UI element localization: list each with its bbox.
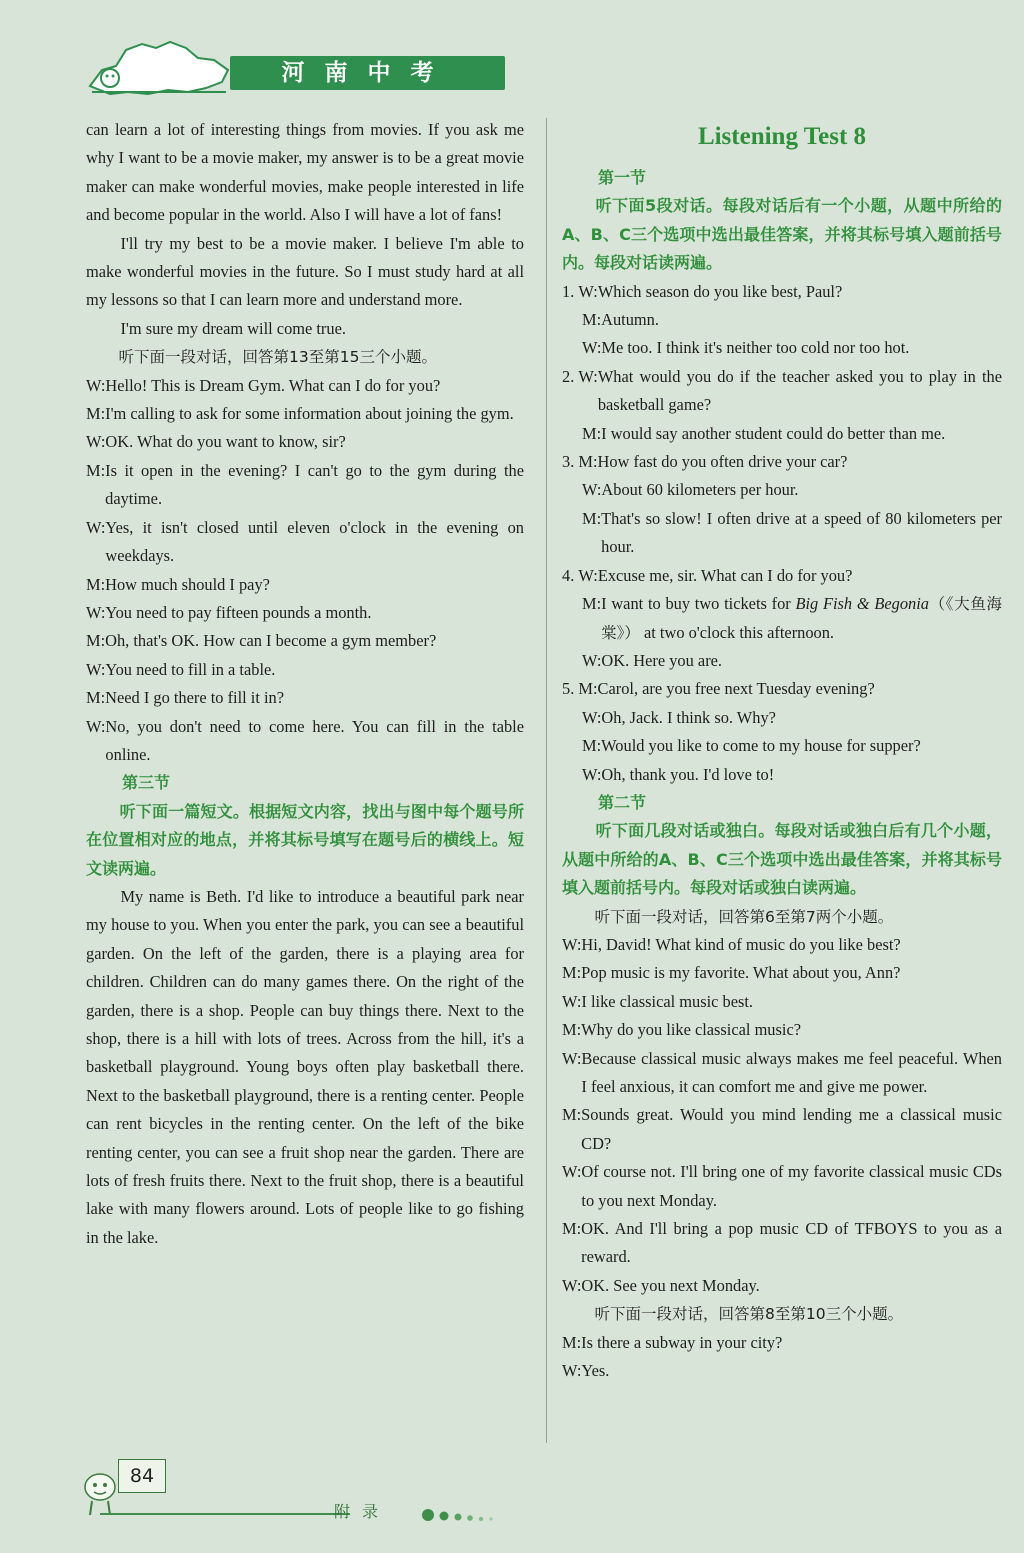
question-intro-6-7: 听下面一段对话，回答第6至第7两个小题。 [594,907,894,926]
section-1-instructions: 听下面5段对话。每段对话后有一个小题，从题中所给的A、B、C三个选项中选出最佳答案，并将其标号填入题前括号内。每段对话读两遍。 [562,196,1002,273]
question-5 [562,675,1002,789]
dialogue-line: M: That's so slow! I often drive at a speed of 80 kilometers per hour. [582,508,1002,557]
movie-title: Big Fish & Begonia [795,594,929,614]
column-divider [546,118,547,1443]
dialogue-line: M: Pop music is my favorite. What about you, Ann? [562,963,901,983]
dots-decoration-icon [420,1505,510,1525]
dialogue-line: W: You need to pay fifteen pounds a month. [86,602,372,622]
dialogue-line: W: You need to fill in a table. [86,659,276,679]
dialogue-line: 2. W: What would you do if the teacher asked you to play in the basketball game? [562,366,1002,415]
dialogue-line: W: I like classical music best. [562,991,754,1011]
section-2-instructions: 听下面几段对话或独白。每段对话或独白后有几个小题，从题中所给的A、B、C三个选项中选出最佳答案，并将其标号填入题前括号内。每段对话或独白读两遍。 [562,821,1002,898]
dialogue-line: M: Why do you like classical music? [562,1020,801,1040]
dialogue-line: 4. W: Excuse me, sir. What can I do for you? [562,565,853,585]
dialogue-line: W: OK. See you next Monday. [562,1275,760,1295]
question-intro-8-10: 听下面一段对话，回答第8至第10三个小题。 [594,1305,904,1324]
dialogue-line: W: Me too. I think it's neither too cold nor too hot. [582,338,910,358]
passage-text: My name is Beth. I'd like to introduce a beautiful park near my house to you. When you enter the park, you can see a beautiful garden. On the left of the garden, there is a playing area for children. Children can do many games there. On the right of the garden, there is a shop. People can buy things there. Next to the shop, there is a hill with lots of trees. Across from the hill, it's a basketball playground. Young boys often play basketball there. Next to the basketball playground, there is a renting center. People can rent bicycles in the renting center. On the left of the bike renting center, you can see a fruit shop near the garden. There are lots of fresh fruits there. Next to the fruit shop, there is a beautiful lake with many flowers around. Lots of people like to go fishing in the lake. [86,886,524,1247]
question-4 [562,562,1002,676]
section-3-title: 第三节 [122,773,171,793]
dialogue-line: W: Hello! This is Dream Gym. What can I do for you? [86,375,441,395]
dialogue-line: M: I'm calling to ask for some information about joining the gym. [86,404,514,424]
dialogue-line: M: Would you like to come to my house for supper? [582,736,921,756]
question-intro-13-15: 听下面一段对话，回答第13至第15三个小题。 [118,348,437,367]
dialogue-line: M: I want to buy two tickets for Big Fish & Begonia（《大鱼海棠》） at two o'clock this afternoon. [582,594,1002,642]
section-3-instructions: 听下面一篇短文。根据短文内容，找出与图中每个题号所在位置相对应的地点，并将其标号填写在题号后的横线上。短文读两遍。 [86,801,524,878]
dialogue-line: M: I would say another student could do better than me. [582,423,946,443]
page-number: 84 [118,1459,166,1493]
dialogue-8-10 [562,1329,1002,1386]
essay-paragraph-2: I'll try my best to be a movie maker. I believe I'm able to make wonderful movies in the future. So I must study hard at all my lessons so that I can learn more and understand more. [86,233,524,310]
dialogue-line: W: OK. Here you are. [582,650,723,670]
dialogue-line: W: OK. What do you want to know, sir? [86,432,346,452]
dialogue-6-7 [562,931,1002,1300]
dialogue-line: M: Oh, that's OK. How can I become a gym member? [86,631,437,651]
essay-paragraph-3: I'm sure my dream will come true. [120,318,346,338]
section-1-title: 第一节 [598,168,647,187]
appendix-label: 附录 [333,1502,390,1521]
question-3 [562,448,1002,562]
dialogue-13-15 [86,372,524,770]
dialogue-line: M: Is there a subway in your city? [562,1332,783,1352]
dialogue-line: W: About 60 kilometers per hour. [582,480,799,500]
dialogue-line: 5. M: Carol, are you free next Tuesday evening? [562,679,875,699]
footer [80,1455,520,1535]
header-title: 河南中考 [230,56,505,90]
left-column [86,116,524,1252]
section-2-title: 第二节 [598,792,647,812]
dialogue-line: W: Of course not. I'll bring one of my favorite classical music CDs to you next Monday. [562,1162,1002,1210]
dialogue-line: W: Oh, thank you. I'd love to! [582,764,775,784]
header [82,36,454,98]
dialogue-line: M: How much should I pay? [86,574,270,594]
dialogue-line: M: Need I go there to fill it in? [86,688,285,708]
henan-map-logo-icon [82,36,232,98]
dialogue-line: W: Because classical music always makes me feel peaceful. When I feel anxious, it can comfort me and give me power. [562,1048,1002,1096]
cartoon-mascot-icon [80,1469,120,1517]
essay-paragraph-1: can learn a lot of interesting things from movies. If you ask me why I want to be a movie maker, my answer is to be a great movie maker can make wonderful movies, make people interested in life and become popular in the world. Also I will have a lot of fans! [86,120,524,225]
dialogue-line: W: No, you don't need to come here. You can fill in the table online. [86,716,524,764]
dialogue-line: M: Sounds great. Would you mind lending me a classical music CD? [562,1105,1002,1153]
dialogue-line: W: Hi, David! What kind of music do you like best? [562,934,901,954]
dialogue-line: W: Yes. [562,1361,610,1381]
dialogue-line: M: Autumn. [582,310,659,330]
dialogue-line: W: Yes, it isn't closed until eleven o'clock in the evening on weekdays. [86,517,524,566]
dialogue-line: 1. W: Which season do you like best, Paul? [562,281,843,301]
dialogue-line: 3. M: How fast do you often drive your car? [562,452,848,472]
dialogue-line: W: Oh, Jack. I think so. Why? [582,707,776,727]
question-2 [562,363,1002,448]
test-title: Listening Test 8 [697,123,867,150]
dialogue-line: M: OK. And I'll bring a pop music CD of TFBOYS to you as a reward. [562,1219,1002,1267]
right-column [562,122,1002,1385]
dialogue-line: M: Is it open in the evening? I can't go to the gym during the daytime. [86,460,524,509]
question-1 [562,278,1002,363]
